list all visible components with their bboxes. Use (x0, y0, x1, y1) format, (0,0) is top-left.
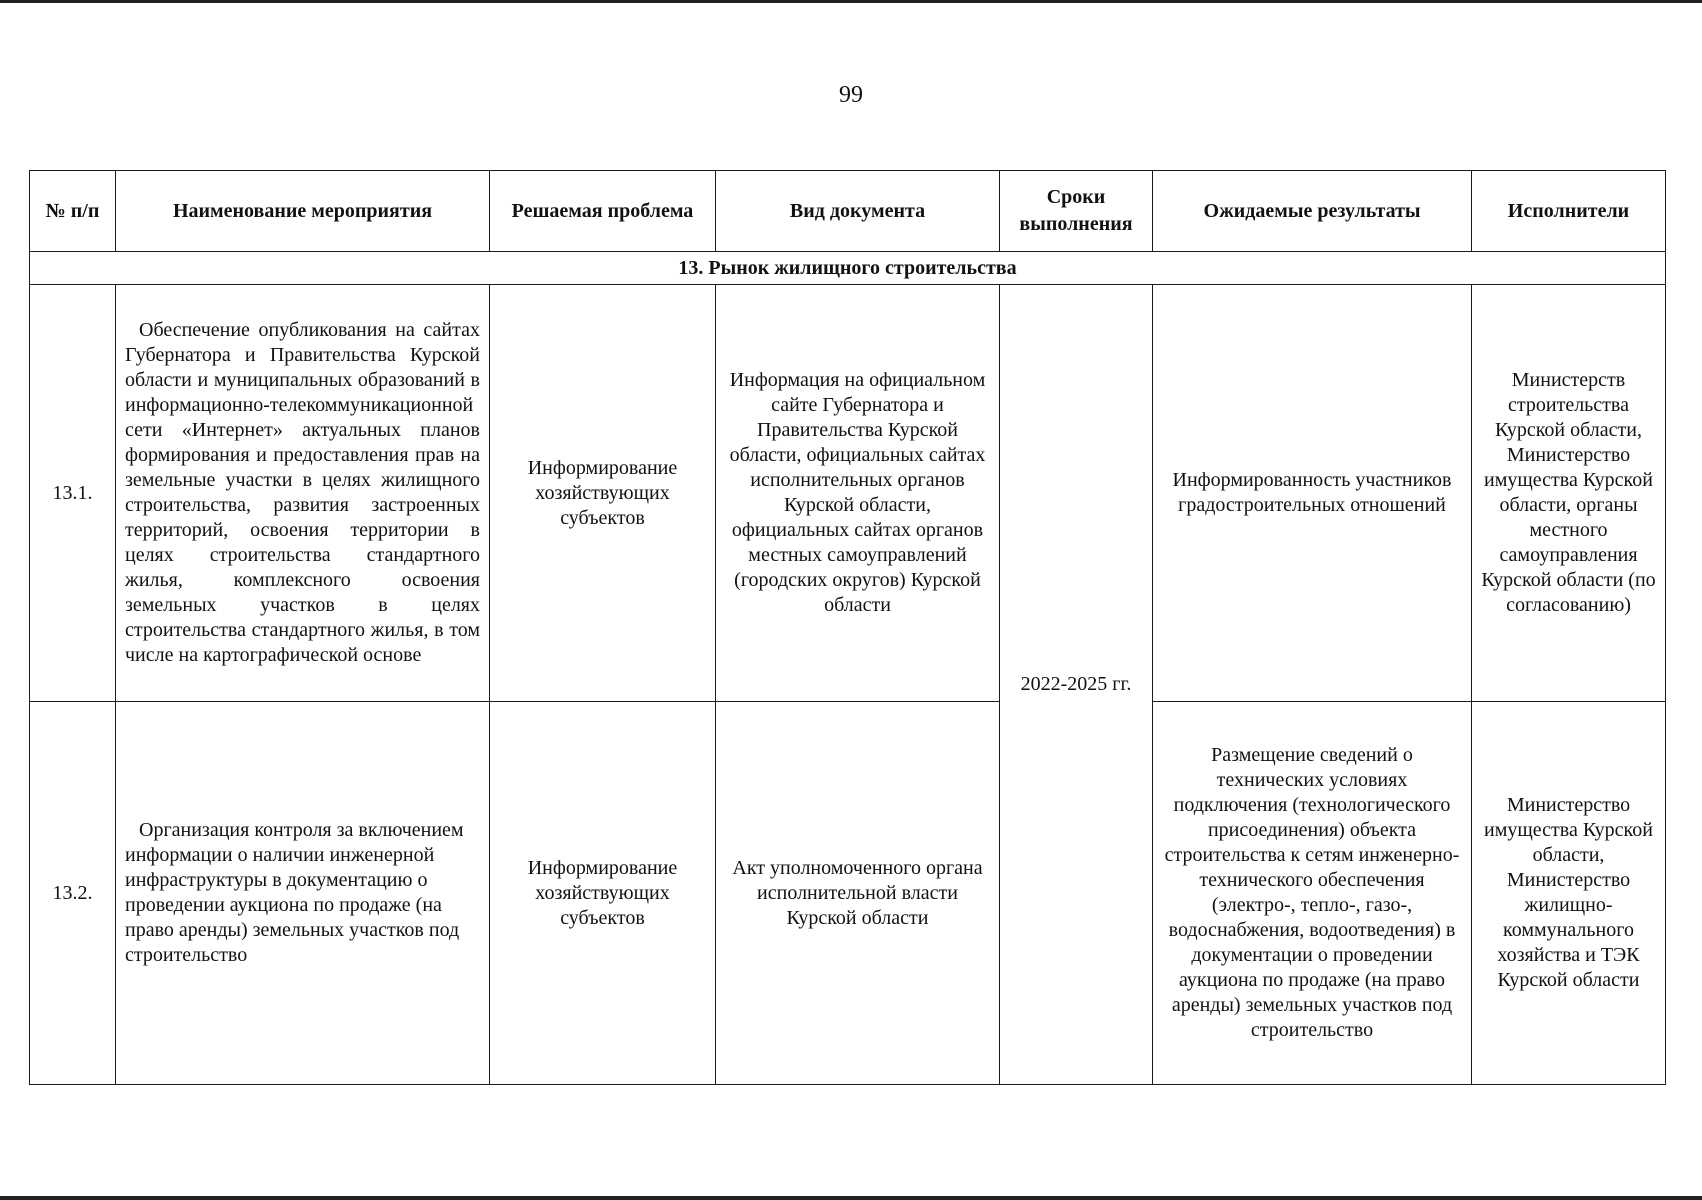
table-row (30, 285, 1666, 702)
header-problem: Решаемая проблема (490, 171, 716, 252)
solved-problem: Информирование хозяйствующих субъектов (490, 702, 716, 1085)
section-title: 13. Рынок жилищного строительства (30, 252, 1666, 285)
expected-results: Информированность участников градостроительных отношений (1153, 285, 1472, 702)
page-number: 99 (839, 82, 863, 108)
row-number: 13.1. (30, 285, 116, 702)
header-executors: Исполнители (1472, 171, 1666, 252)
solved-problem: Информирование хозяйствующих субъектов (490, 285, 716, 702)
measure-name: Обеспечение опубликования на сайтах Губернатора и Правительства Курской области и муниципальных образований в информационно-телекоммуникационной сети «Интернет» актуальных планов формирования и предоставления прав на земельные участки в целях жилищного строительства, развития застроенных территорий, освоения территории в целях строительства стандартного жилья, комплексного освоения земельных участков в целях строительства стандартного жилья, в том числе на картографической основе (116, 285, 490, 702)
executors: Министерство имущества Курской области, Министерство жилищно-коммунального хозяйства и ТЭК Курской области (1472, 702, 1666, 1085)
table-header-row (30, 171, 1666, 252)
page-top-edge (0, 0, 1702, 3)
measure-name: Организация контроля за включением информации о наличии инженерной инфраструктуры в документацию о проведении аукциона по продаже (на право аренды) земельных участков под строительство (116, 702, 490, 1085)
header-num: № п/п (30, 171, 116, 252)
measures-table (29, 170, 1666, 1085)
row-number: 13.2. (30, 702, 116, 1085)
table-row (30, 702, 1666, 1085)
header-name: Наименование мероприятия (116, 171, 490, 252)
deadline: 2022-2025 гг. (1000, 285, 1153, 1085)
header-doc-type: Вид документа (716, 171, 1000, 252)
executors: Министерств строительства Курской области, Министерство имущества Курской области, органы местного самоуправления Курской области (по согласованию) (1472, 285, 1666, 702)
header-deadline: Сроки выполнения (1000, 171, 1153, 252)
document-type: Информация на официальном сайте Губернатора и Правительства Курской области, официальных сайтах исполнительных органов Курской области, официальных сайтах органов местных самоуправлений (городских округов) Курской области (716, 285, 1000, 702)
document-type: Акт уполномоченного органа исполнительной власти Курской области (716, 702, 1000, 1085)
header-results: Ожидаемые результаты (1153, 171, 1472, 252)
expected-results: Размещение сведений о технических условиях подключения (технологического присоединения) объекта строительства к сетям инженерно-технического обеспечения (электро-, тепло-, газо-, водоснабжения, водоотведения) в документации о проведении аукциона по продаже (на право аренды) земельных участков под строительство (1153, 702, 1472, 1085)
section-row (30, 252, 1666, 285)
page-bottom-edge (0, 1196, 1702, 1200)
